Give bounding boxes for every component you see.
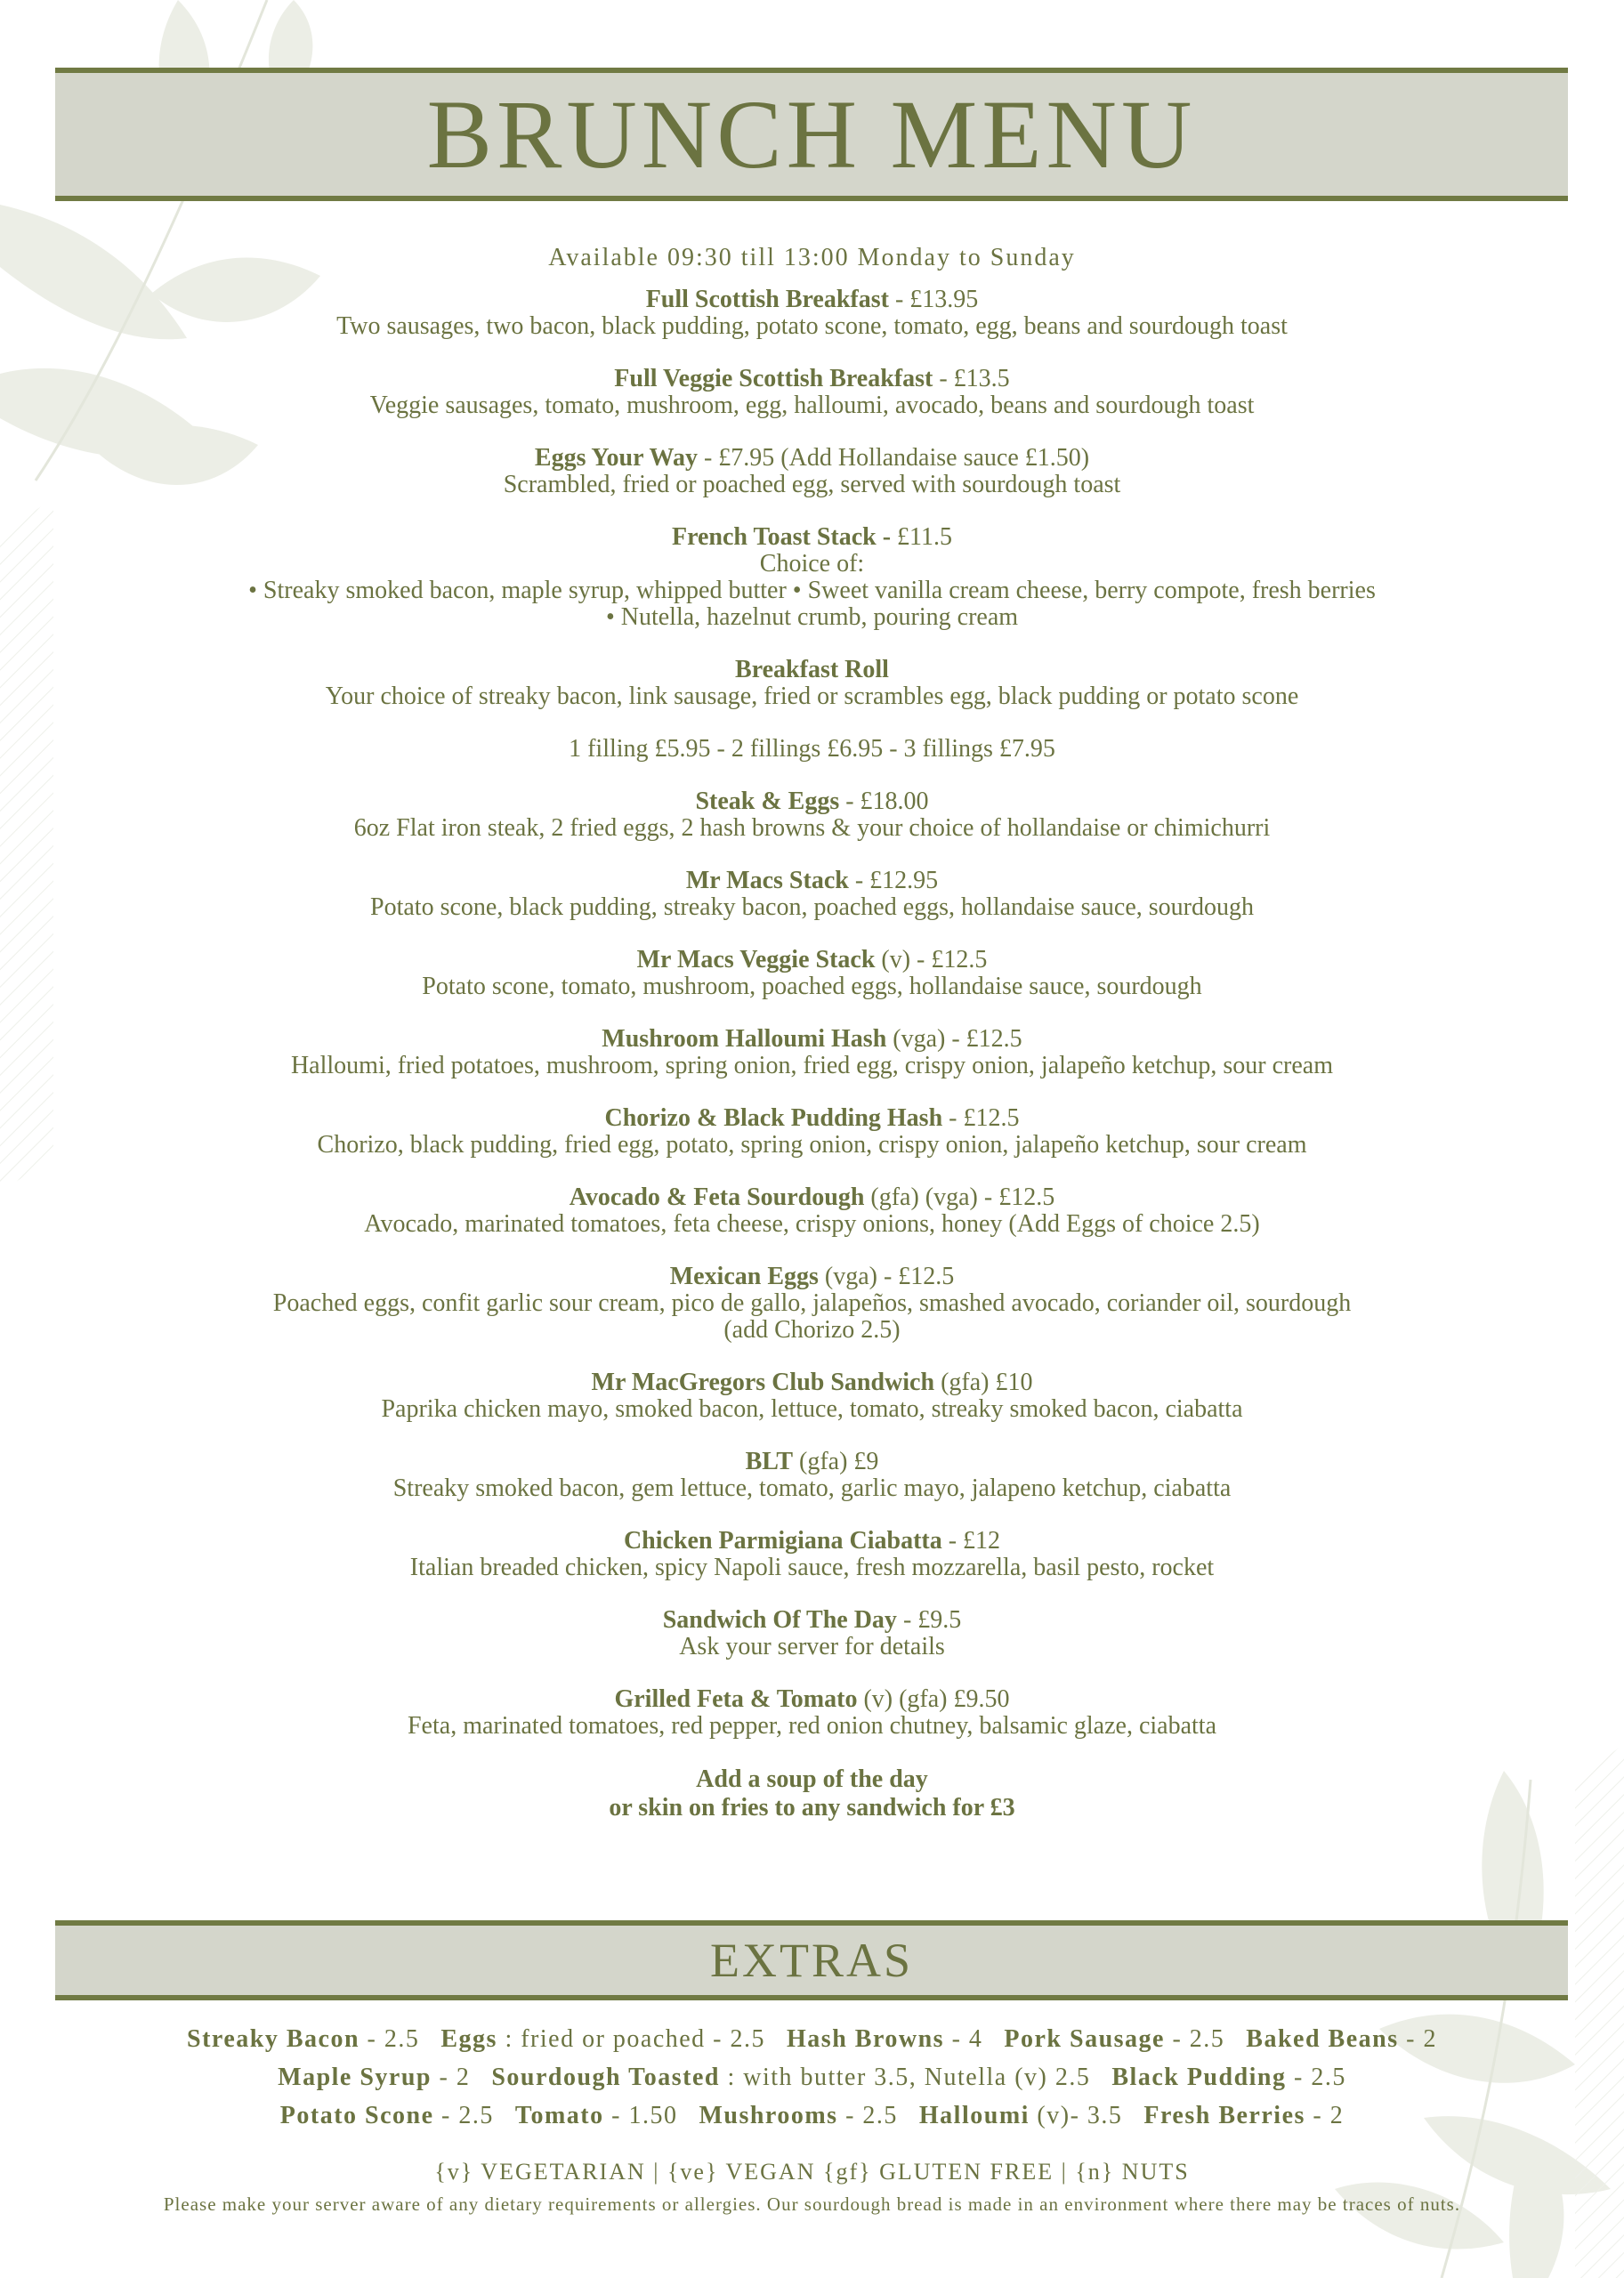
menu-item-description: Choice of: [759, 550, 865, 578]
menu-item-heading [0, 1369, 1624, 1396]
menu-item-price: - £12.95 [848, 867, 939, 894]
menu-item-heading [0, 947, 1624, 973]
menu-item-heading [0, 1686, 1624, 1713]
extras-row [0, 2098, 1624, 2134]
extras-title: EXTRAS [709, 1934, 913, 1987]
extra-item [278, 2064, 470, 2091]
menu-item [0, 947, 1624, 1000]
extra-item [919, 2102, 1123, 2129]
menu-item-price: (vga) - £12.5 [818, 1263, 955, 1290]
menu-item-heading [0, 1026, 1624, 1053]
menu-item-description: Poached eggs, confit garlic sour cream, pico de gallo, jalapeños, smashed avocado, coriander oil, sourdough [272, 1289, 1352, 1317]
menu-item-description: • Nutella, hazelnut crumb, pouring cream [605, 603, 1019, 631]
menu-item-name: Grilled Feta & Tomato [614, 1685, 858, 1713]
menu-item-price: (gfa) (vga) - £12.5 [864, 1183, 1055, 1211]
menu-list [0, 287, 1624, 1822]
menu-item-price: - £9.5 [896, 1606, 962, 1634]
menu-item-price: (v) (gfa) £9.50 [857, 1685, 1010, 1713]
menu-item [0, 1264, 1624, 1344]
extra-name: Hash Browns [787, 2025, 945, 2053]
menu-item-name: Full Scottish Breakfast [645, 286, 889, 313]
extra-price: - 1.50 [603, 2102, 678, 2129]
title-banner [55, 68, 1568, 201]
menu-item-name: Mr Macs Veggie Stack [636, 946, 876, 973]
extra-price: - 4 [944, 2025, 983, 2053]
extra-name: Potato Scone [279, 2102, 434, 2129]
menu-item-heading [0, 366, 1624, 392]
availability-note: Available 09:30 till 13:00 Monday to Sunday [548, 244, 1076, 271]
extra-name: Fresh Berries [1143, 2102, 1305, 2129]
menu-item-heading [0, 1264, 1624, 1290]
menu-item-price: 1 filling £5.95 - 2 fillings £6.95 - 3 fillings £7.95 [569, 735, 1055, 763]
extra-item [187, 2025, 419, 2053]
menu-item [0, 366, 1624, 419]
menu-item-description: • Streaky smoked bacon, maple syrup, whipped butter • Sweet vanilla cream cheese, berry compote, fresh berries [248, 577, 1376, 604]
menu-item-price: - £18.00 [839, 788, 929, 815]
menu-item-heading [0, 1184, 1624, 1211]
extra-item [787, 2025, 982, 2053]
extra-name: Streaky Bacon [187, 2025, 360, 2053]
menu-item [0, 788, 1624, 842]
extra-item [440, 2025, 765, 2053]
menu-item-heading [0, 287, 1624, 313]
extra-price: : with butter 3.5, Nutella (v) 2.5 [719, 2064, 1091, 2091]
extra-item [699, 2102, 897, 2129]
menu-item-description: Italian breaded chicken, spicy Napoli sauce, fresh mozzarella, basil pesto, rocket [409, 1554, 1215, 1581]
menu-item-description: Halloumi, fried potatoes, mushroom, spring onion, fried egg, crispy onion, jalapeño ketchup, sour cream [290, 1052, 1334, 1079]
menu-item-description: Paprika chicken mayo, smoked bacon, lettuce, tomato, streaky smoked bacon, ciabatta [381, 1395, 1243, 1423]
extra-item [1246, 2025, 1437, 2053]
extra-name: Mushrooms [699, 2102, 838, 2129]
extra-price: - 2.5 [1164, 2025, 1225, 2053]
menu-item-price: (gfa) £10 [934, 1369, 1033, 1396]
menu-item-description: Chorizo, black pudding, fried egg, potato, spring onion, crispy onion, jalapeño ketchup, sour cream [317, 1131, 1307, 1159]
menu-item [0, 1686, 1624, 1740]
extra-name: Eggs [440, 2025, 497, 2053]
extra-name: Halloumi [918, 2102, 1030, 2129]
menu-item-name: BLT [745, 1448, 794, 1475]
menu-item-description: 6oz Flat iron steak, 2 fried eggs, 2 hash browns & your choice of hollandaise or chimichurri [353, 814, 1271, 842]
menu-item-price: - £12 [941, 1527, 1001, 1555]
closing-line: Add a soup of the day [696, 1765, 928, 1793]
menu-item-price: (gfa) £9 [793, 1448, 879, 1475]
extra-price: - 2 [1398, 2025, 1437, 2053]
extra-name: Maple Syrup [278, 2064, 432, 2091]
extra-name: Black Pudding [1111, 2064, 1287, 2091]
menu-item-description: Scrambled, fried or poached egg, served with sourdough toast [503, 471, 1121, 498]
extra-name: Pork Sausage [1004, 2025, 1165, 2053]
page-title: BRUNCH MENU [426, 80, 1197, 189]
extra-item [280, 2102, 494, 2129]
extra-item [1143, 2102, 1344, 2129]
extra-price: - 2 [1305, 2102, 1345, 2129]
menu-item-price: - £13.5 [933, 365, 1010, 392]
menu-item-price: - £12.5 [942, 1104, 1020, 1132]
menu-item-name: Mr Macs Stack [685, 867, 849, 894]
extra-price: : fried or poached - 2.5 [497, 2025, 766, 2053]
menu-item-description: Your choice of streaky bacon, link sausage, fried or scrambles egg, black pudding or potato scone [325, 683, 1299, 710]
extras-list [0, 2022, 1624, 2137]
menu-item-description: Two sausages, two bacon, black pudding, potato scone, tomato, egg, beans and sourdough toast [336, 312, 1288, 340]
menu-item-heading [0, 445, 1624, 472]
extra-price: - 2.5 [433, 2102, 494, 2129]
menu-item-name: Chorizo & Black Pudding Hash [604, 1104, 943, 1132]
closing-note [0, 1765, 1624, 1822]
menu-item-description: (add Chorizo 2.5) [723, 1316, 901, 1344]
menu-item-description: Potato scone, tomato, mushroom, poached eggs, hollandaise sauce, sourdough [422, 973, 1202, 1000]
menu-item-name: Chicken Parmigiana Ciabatta [623, 1527, 942, 1555]
menu-item-description: Streaky smoked bacon, gem lettuce, tomato, garlic mayo, jalapeno ketchup, ciabatta [392, 1474, 1232, 1502]
menu-item-description: Veggie sausages, tomato, mushroom, egg, halloumi, avocado, beans and sourdough toast [369, 392, 1255, 419]
extras-row [0, 2060, 1624, 2096]
menu-item-name: Full Veggie Scottish Breakfast [614, 365, 933, 392]
menu-item-heading [0, 788, 1624, 815]
menu-item [0, 1026, 1624, 1079]
menu-item [0, 657, 1624, 710]
extra-price: - 2.5 [360, 2025, 420, 2053]
menu-item-heading [0, 868, 1624, 894]
menu-item [0, 524, 1624, 631]
menu-item [0, 1105, 1624, 1159]
menu-item-heading [0, 1528, 1624, 1555]
allergy-disclaimer: Please make your server aware of any dietary requirements or allergies. Our sourdough bread is made in an environment where there may be traces of nuts. [163, 2193, 1461, 2215]
menu-item [0, 736, 1624, 763]
menu-item-description: Potato scone, black pudding, streaky bacon, poached eggs, hollandaise sauce, sourdough [370, 893, 1254, 921]
menu-item-name: Eggs Your Way [534, 444, 698, 472]
closing-line: or skin on fries to any sandwich for £3 [609, 1794, 1015, 1822]
menu-item [0, 1607, 1624, 1660]
extras-banner [55, 1920, 1568, 2000]
extra-item [1004, 2025, 1224, 2053]
menu-item-description: Feta, marinated tomatoes, red pepper, red onion chutney, balsamic glaze, ciabatta [407, 1712, 1217, 1740]
menu-item-price: - £13.95 [888, 286, 979, 313]
menu-item-name: Breakfast Roll [735, 656, 889, 683]
menu-item-heading [0, 1607, 1624, 1634]
menu-item-price: £11.5 [897, 523, 953, 551]
menu-item-heading [0, 524, 1624, 551]
extra-price: - 2.5 [1286, 2064, 1346, 2091]
menu-item [0, 1369, 1624, 1423]
extra-item [1111, 2064, 1345, 2091]
menu-item-name: French Toast Stack - [671, 523, 898, 551]
dietary-legend: {v} VEGETARIAN | {ve} VEGAN {gf} GLUTEN FREE | {n} NUTS [434, 2159, 1190, 2185]
extra-price: (v)- 3.5 [1029, 2102, 1123, 2129]
menu-item [0, 1449, 1624, 1502]
extra-name: Tomato [514, 2102, 604, 2129]
menu-item-name: Mexican Eggs [669, 1263, 819, 1290]
extra-item [491, 2064, 1090, 2091]
menu-item [0, 1528, 1624, 1581]
menu-item-price: - £7.95 (Add Hollandaise sauce £1.50) [697, 444, 1090, 472]
extra-price: - 2 [432, 2064, 471, 2091]
menu-item-price: (v) - £12.5 [875, 946, 988, 973]
menu-item-heading [0, 1105, 1624, 1132]
extra-item [515, 2102, 678, 2129]
menu-item-description: Avocado, marinated tomatoes, feta cheese, crispy onions, honey (Add Eggs of choice 2.5) [364, 1210, 1260, 1238]
extra-name: Baked Beans [1246, 2025, 1399, 2053]
menu-item-price: (vga) - £12.5 [886, 1025, 1022, 1053]
extra-price: - 2.5 [837, 2102, 898, 2129]
extra-name: Sourdough Toasted [491, 2064, 720, 2091]
extras-row [0, 2022, 1624, 2057]
menu-item-description: Ask your server for details [679, 1633, 945, 1660]
menu-item-name: Mr MacGregors Club Sandwich [591, 1369, 935, 1396]
menu-item-name: Mushroom Halloumi Hash [602, 1025, 887, 1053]
menu-item [0, 1184, 1624, 1238]
menu-item-name: Sandwich Of The Day [662, 1606, 897, 1634]
menu-item-name: Avocado & Feta Sourdough [569, 1183, 865, 1211]
menu-item-name: Steak & Eggs [695, 788, 840, 815]
menu-item-heading [0, 736, 1624, 763]
menu-item [0, 868, 1624, 921]
menu-item [0, 445, 1624, 498]
menu-item-heading [0, 1449, 1624, 1475]
menu-item [0, 287, 1624, 340]
menu-item-heading [0, 657, 1624, 683]
